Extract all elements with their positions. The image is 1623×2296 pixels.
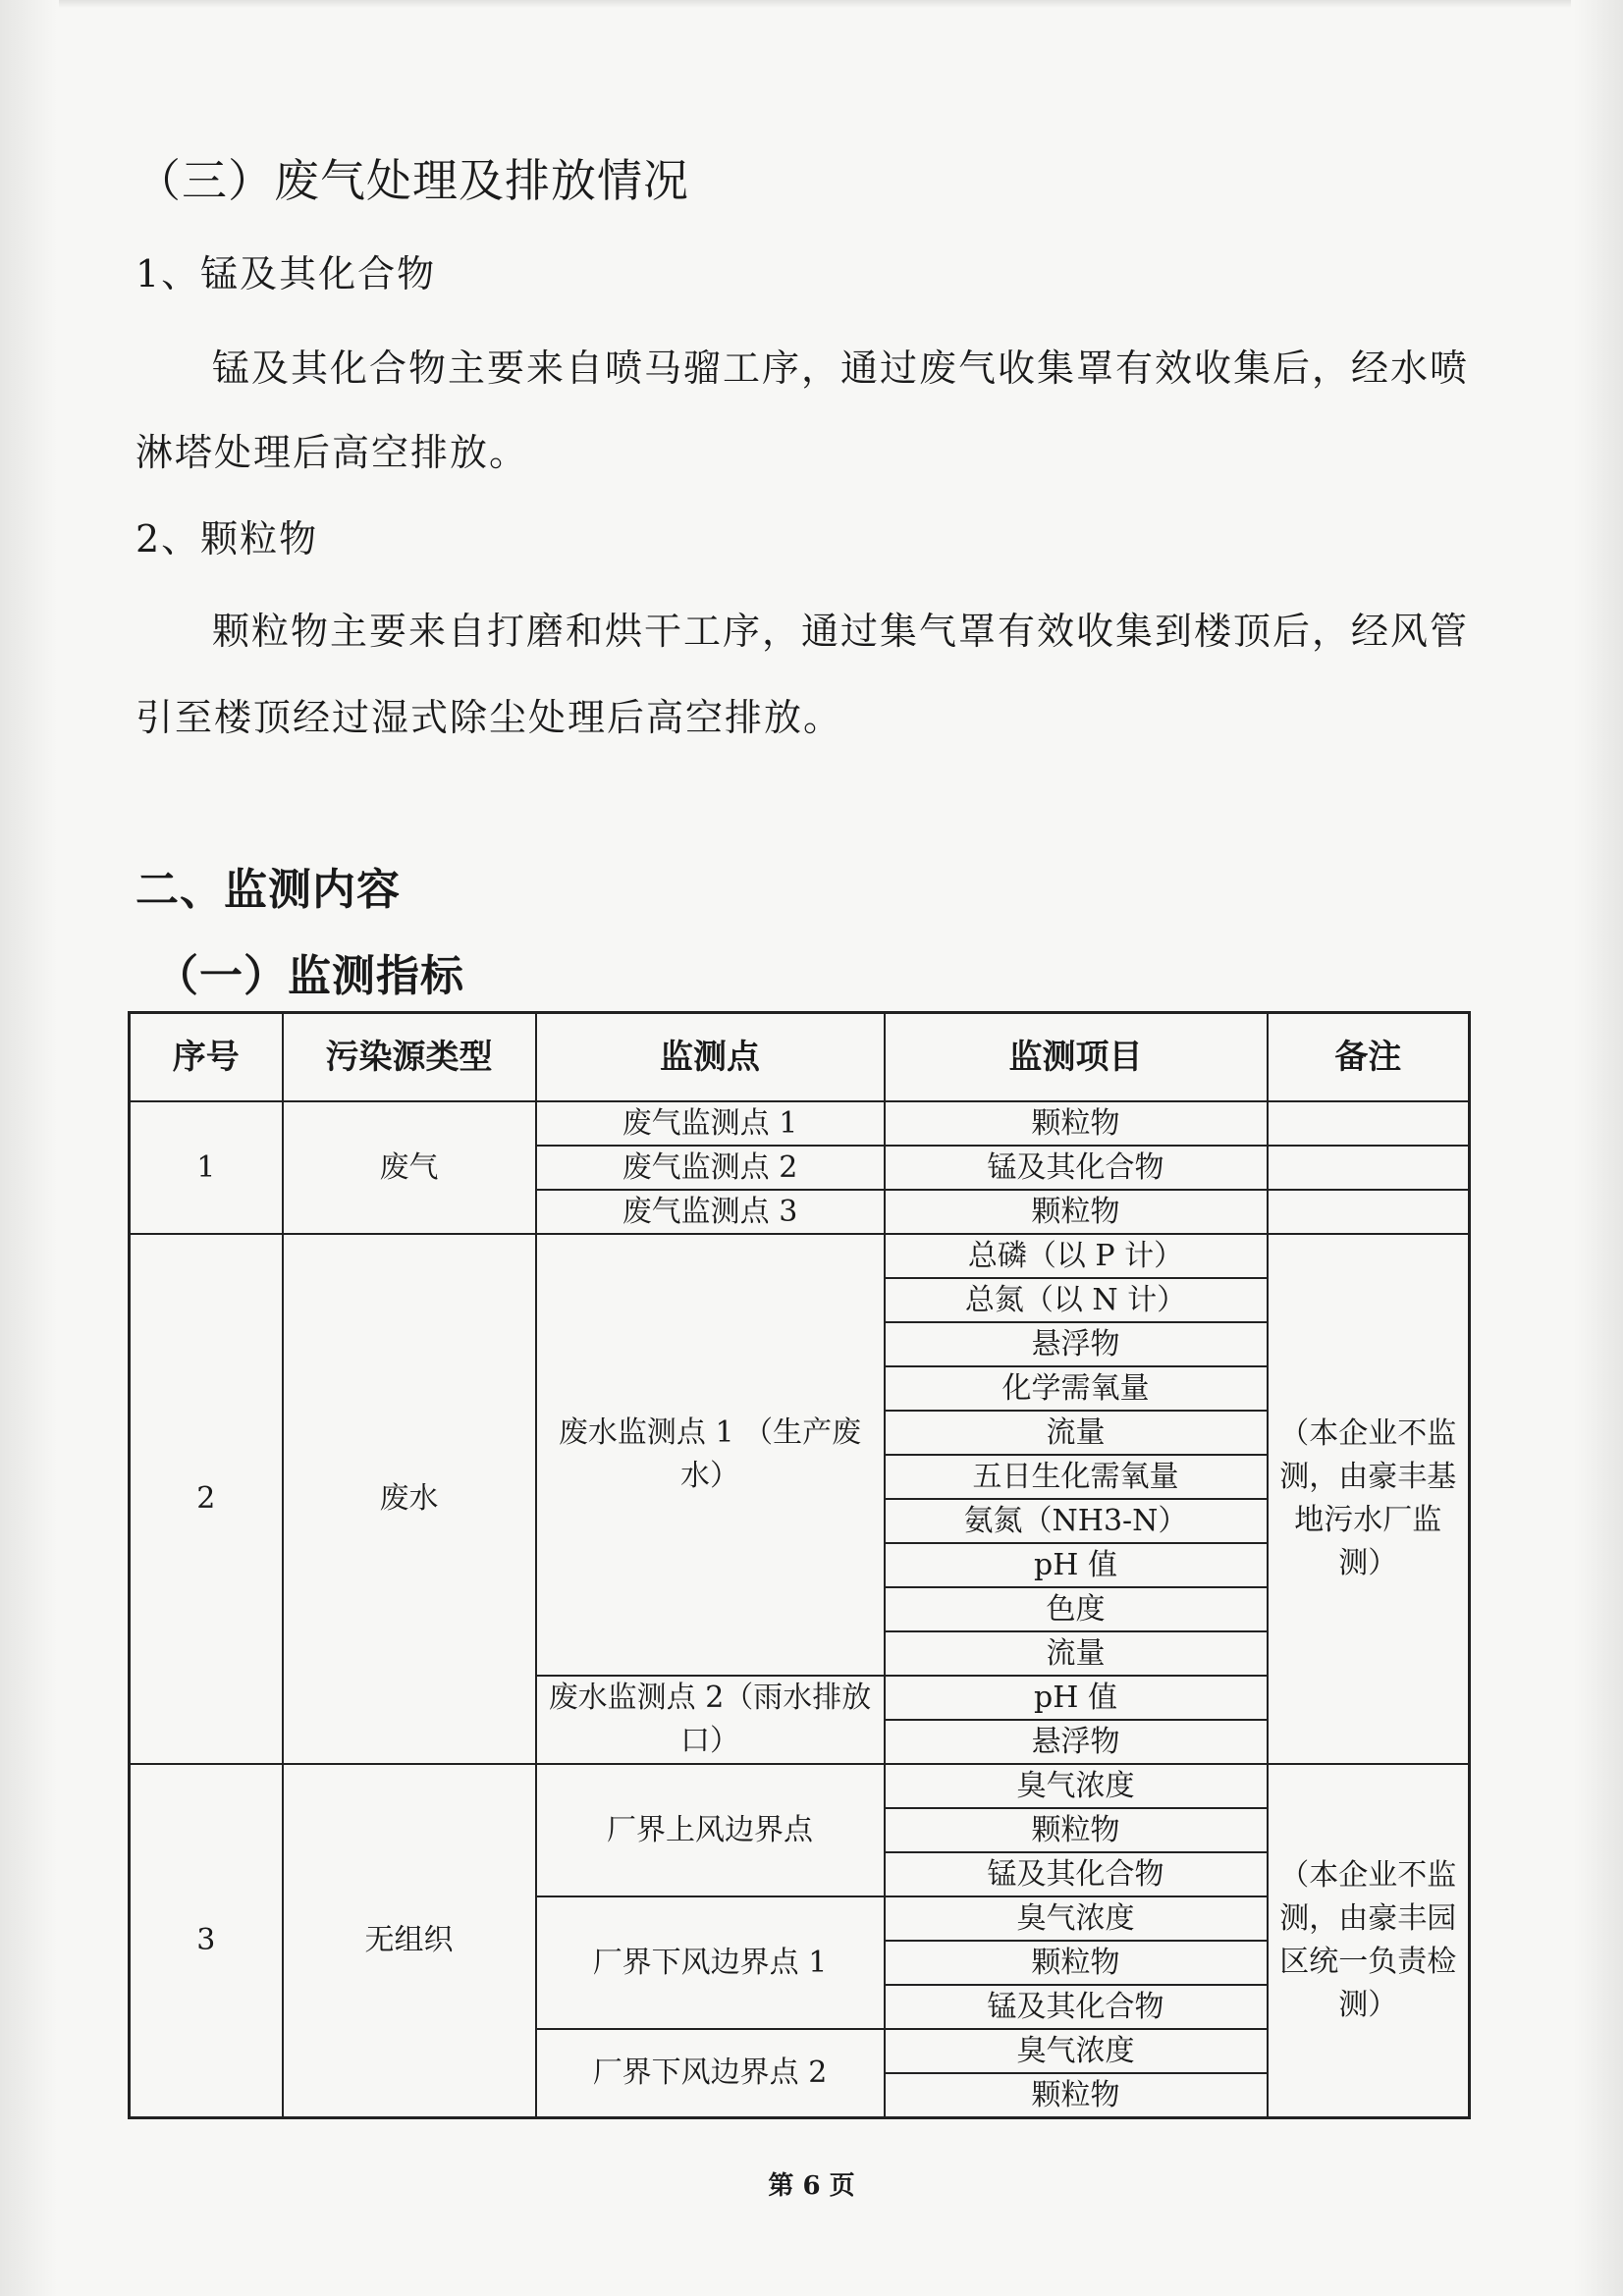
header-item: 监测项目: [885, 1013, 1268, 1102]
item1-line2: 淋塔处理后高空排放。: [135, 431, 529, 474]
monitor-item: 总氮（以 N 计）: [885, 1278, 1268, 1322]
monitor-item: 锰及其化合物: [885, 1852, 1268, 1896]
monitor-item: 五日生化需氧量: [885, 1455, 1268, 1499]
monitor-item: 氨氮（NH3-N）: [885, 1499, 1268, 1543]
table-header-row: [130, 1013, 1470, 1102]
monitor-item: 流量: [885, 1411, 1268, 1455]
row-no: 1: [130, 1101, 283, 1234]
table-row: [130, 1764, 1470, 1808]
monitor-item: pH 值: [885, 1543, 1268, 1587]
monitor-item: 颗粒物: [885, 1941, 1268, 1985]
item2-title: 2、颗粒物: [135, 517, 319, 561]
monitor-item: 总磷（以 P 计）: [885, 1234, 1268, 1278]
monitor-item: 悬浮物: [885, 1322, 1268, 1366]
section-heading-monitoring: 二、监测内容: [135, 865, 401, 915]
monitor-item: 臭气浓度: [885, 2029, 1268, 2073]
monitor-item: 锰及其化合物: [885, 1985, 1268, 2029]
monitor-item: 臭气浓度: [885, 1764, 1268, 1808]
monitor-point: 废水监测点 2（雨水排放口）: [536, 1676, 885, 1764]
item2-line2: 引至楼顶经过湿式除尘处理后高空排放。: [135, 696, 843, 739]
monitor-item: 臭气浓度: [885, 1896, 1268, 1941]
page-number: 第 6 页: [768, 2171, 855, 2201]
item1-line1: 锰及其化合物主要来自喷马骝工序，通过废气收集罩有效收集后，经水喷: [212, 347, 1470, 390]
monitor-item: 颗粒物: [885, 1808, 1268, 1852]
table-row: [130, 1234, 1470, 1278]
header-point: 监测点: [536, 1013, 885, 1102]
item1-title: 1、锰及其化合物: [135, 252, 437, 295]
header-type: 污染源类型: [283, 1013, 536, 1102]
row-type: 废气: [283, 1101, 536, 1234]
table-row: [130, 1101, 1470, 1146]
monitor-point: 厂界下风边界点 2: [536, 2029, 885, 2118]
remark-cell: [1268, 1190, 1470, 1234]
monitor-point: 厂界上风边界点: [536, 1764, 885, 1896]
monitor-point: 废水监测点 1 （生产废水）: [536, 1234, 885, 1676]
monitor-point: 废气监测点 1: [536, 1101, 885, 1146]
monitor-point: 废气监测点 2: [536, 1146, 885, 1190]
monitor-point: 废气监测点 3: [536, 1190, 885, 1234]
section-heading-waste-gas: （三）废气处理及排放情况: [135, 154, 689, 207]
remark-cell: （本企业不监测，由豪丰园区统一负责检测）: [1268, 1764, 1470, 2118]
row-type: 废水: [283, 1234, 536, 1764]
row-no: 2: [130, 1234, 283, 1764]
page-edge-right: [1574, 0, 1623, 2296]
monitor-point: 厂界下风边界点 1: [536, 1896, 885, 2029]
monitor-item: pH 值: [885, 1676, 1268, 1720]
monitor-item: 颗粒物: [885, 1190, 1268, 1234]
monitor-item: 化学需氧量: [885, 1366, 1268, 1411]
remark-cell: [1268, 1101, 1470, 1146]
monitoring-table: [128, 1011, 1471, 2119]
monitor-item: 悬浮物: [885, 1720, 1268, 1764]
monitor-item: 颗粒物: [885, 2073, 1268, 2118]
header-no: 序号: [130, 1013, 283, 1102]
remark-cell: （本企业不监测，由豪丰基地污水厂监测）: [1268, 1234, 1470, 1764]
item2-line1: 颗粒物主要来自打磨和烘干工序，通过集气罩有效收集到楼顶后，经风管: [212, 610, 1470, 653]
page-edge-left: [0, 0, 57, 2296]
monitor-item: 锰及其化合物: [885, 1146, 1268, 1190]
monitor-item: 色度: [885, 1587, 1268, 1631]
page-edge-top: [59, 0, 1571, 8]
header-remark: 备注: [1268, 1013, 1470, 1102]
remark-cell: [1268, 1146, 1470, 1190]
row-type: 无组织: [283, 1764, 536, 2118]
monitor-item: 颗粒物: [885, 1101, 1268, 1146]
row-no: 3: [130, 1764, 283, 2118]
subsection-heading-indicators: （一）监测指标: [155, 951, 464, 1001]
monitor-item: 流量: [885, 1631, 1268, 1676]
